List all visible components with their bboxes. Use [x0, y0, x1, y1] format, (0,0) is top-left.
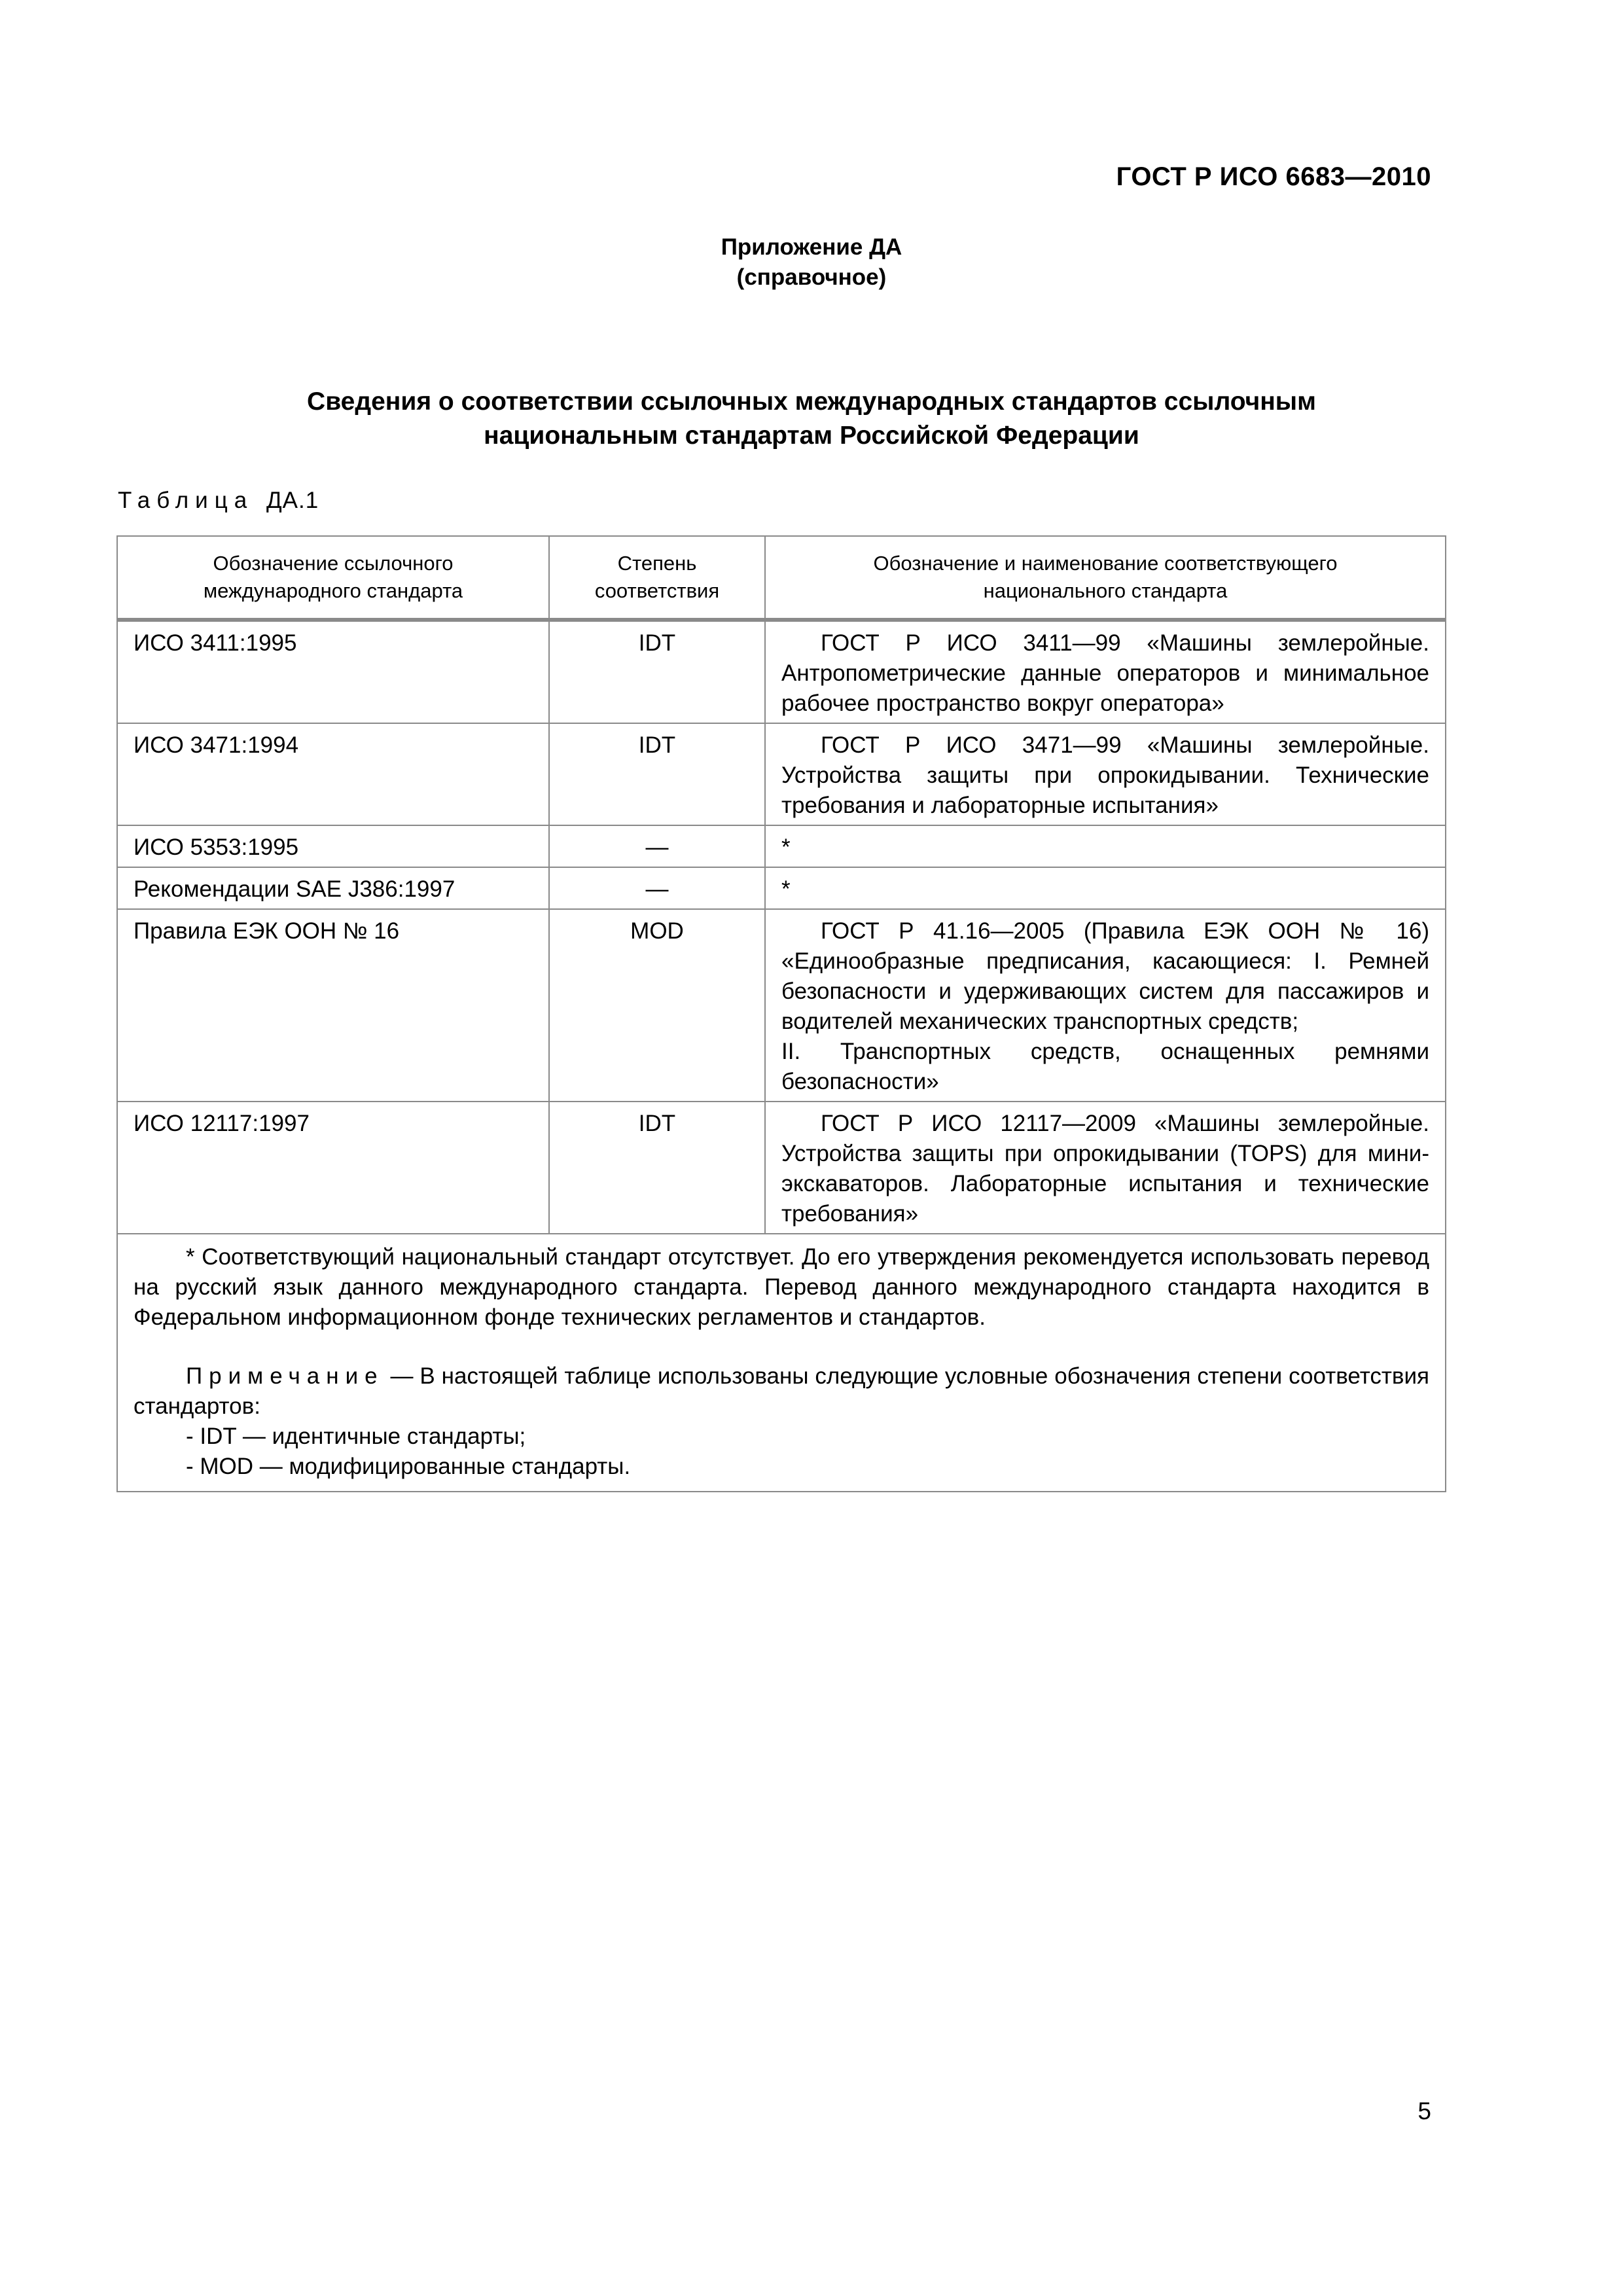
table-row: [117, 1102, 1446, 1234]
cell-code: Правила ЕЭК ООН № 16: [117, 909, 549, 1102]
cell-national: [765, 909, 1446, 1102]
correspondence-table: [116, 535, 1446, 1492]
table-footnote: * Соответствующий национальный стандарт отсутствует. До его утверждения рекомендуется использовать перевод на русский язык данного международного стандарта. Перевод данного международного стандарта находится в Федеральном информационном фонде технических регламентов и стандартов.: [134, 1244, 1429, 1330]
table-label-number: ДА.1: [266, 488, 319, 513]
note-item-mod: - MOD — модифицированные стандарты.: [186, 1454, 631, 1479]
page-number: 5: [1418, 2098, 1431, 2125]
cell-national: ГОСТ Р ИСО 12117—2009 «Машины землеройные. Устройства защиты при опрокидывании (TOPS) для мини-экскаваторов. Лабораторные испытания и технические требования»: [765, 1102, 1446, 1234]
table-label-prefix: Таблица: [118, 488, 254, 513]
header-national-standard: Обозначение и наименование соответствующего национального стандарта: [765, 536, 1446, 620]
table-footer: [117, 1234, 1446, 1492]
cell-code: ИСО 3411:1995: [117, 620, 549, 723]
table-row: [117, 723, 1446, 825]
section-title-line-2: национальным стандартам Российской Федерации: [484, 422, 1139, 450]
cell-code: ИСО 12117:1997: [117, 1102, 549, 1234]
document-code: ГОСТ Р ИСО 6683—2010: [1116, 162, 1431, 191]
table-footer-row: [117, 1234, 1446, 1492]
cell-code: Рекомендации SAE J386:1997: [117, 867, 549, 909]
table-row: [117, 867, 1446, 909]
cell-degree: IDT: [549, 1102, 765, 1234]
cell-degree: IDT: [549, 620, 765, 723]
cell-national: *: [765, 825, 1446, 867]
cell-national: ГОСТ Р ИСО 3471—99 «Машины землеройные. Устройства защиты при опрокидывании. Технические требования и лабораторные испытания»: [765, 723, 1446, 825]
appendix-title: Приложение ДА: [721, 234, 902, 260]
header-degree: Степень соответствия: [549, 536, 765, 620]
appendix-heading: [0, 232, 1623, 293]
section-title: [0, 385, 1623, 453]
table-note: [134, 1361, 1429, 1422]
cell-national-part-2: II. Транспортных средств, оснащенных ремнями безопасности»: [781, 1039, 1429, 1094]
table-row: [117, 825, 1446, 867]
cell-code: ИСО 3471:1994: [117, 723, 549, 825]
header-international-standard: Обозначение ссылочного международного стандарта: [117, 536, 549, 620]
note-text: — В настоящей таблице использованы следующие условные обозначения степени соответствия стандартов:: [134, 1363, 1429, 1419]
note-item-idt: - IDT — идентичные стандарты;: [186, 1424, 526, 1449]
cell-degree: —: [549, 825, 765, 867]
table-row: [117, 909, 1446, 1102]
table-header-row: [117, 536, 1446, 620]
cell-degree: IDT: [549, 723, 765, 825]
cell-national-part-1: ГОСТ Р 41.16—2005 (Правила ЕЭК ООН № 16) «Единообразные предписания, касающиеся: I. Ремней безопасности и удерживающих систем для пассажиров и водителей механических транспортных средств;: [781, 918, 1429, 1034]
note-label: Примечание: [186, 1363, 384, 1389]
section-title-line-1: Сведения о соответствии ссылочных международных стандартов ссылочным: [307, 387, 1316, 416]
cell-degree: MOD: [549, 909, 765, 1102]
cell-degree: —: [549, 867, 765, 909]
table-row: [117, 620, 1446, 723]
appendix-subtitle: (справочное): [736, 264, 887, 290]
table-label: [118, 488, 319, 514]
cell-national: *: [765, 867, 1446, 909]
cell-code: ИСО 5353:1995: [117, 825, 549, 867]
cell-national: ГОСТ Р ИСО 3411—99 «Машины землеройные. Антропометрические данные операторов и минимальное рабочее пространство вокруг оператора»: [765, 620, 1446, 723]
